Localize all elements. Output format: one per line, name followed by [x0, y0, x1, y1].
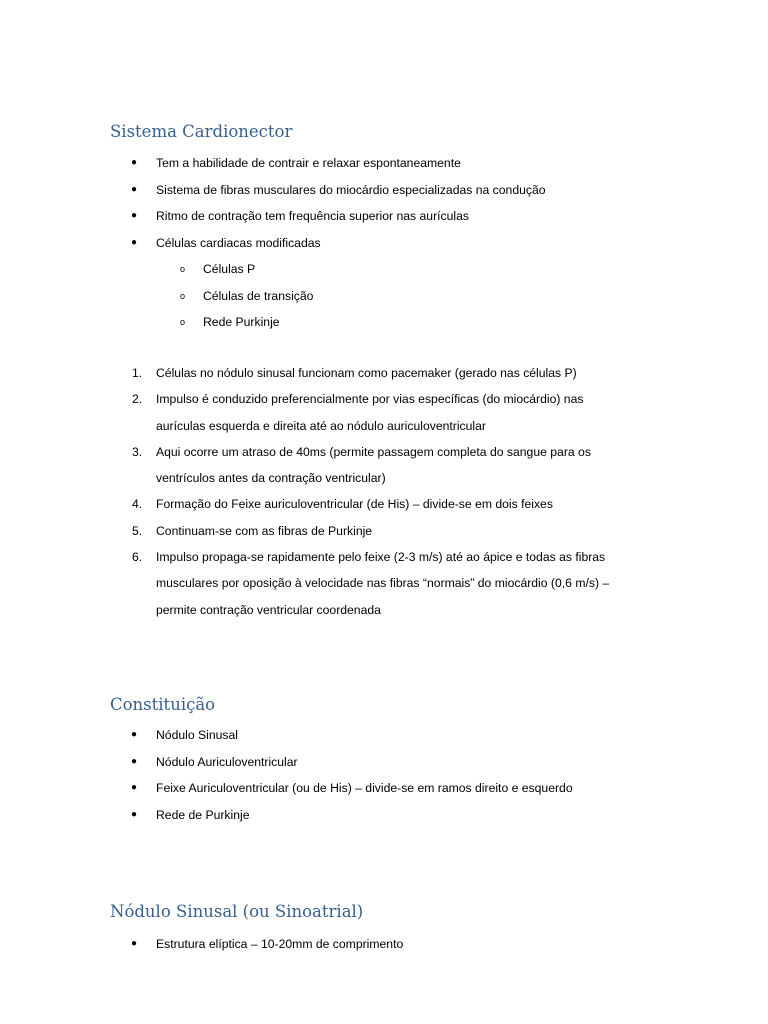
list-item-text: Ritmo de contração tem frequência superior nas aurículas: [156, 209, 469, 223]
list-number: 5.: [132, 523, 143, 538]
list-item-text: permite contração ventricular coordenada: [156, 602, 381, 617]
bullet-marker: ●: [131, 183, 138, 195]
sub-bullet-list-celulas: [0, 256, 313, 336]
bullet-marker: ●: [131, 755, 138, 767]
list-item-text: musculares por oposição à velocidade nas fibras “normais” do miocárdio (0,6 m/s) –: [156, 576, 610, 591]
list-item-text: Feixe Auriculoventricular (ou de His) – divide-se em ramos direito e esquerdo: [156, 781, 573, 795]
list-item: [0, 491, 609, 517]
bullet-list-constituicao: [0, 722, 573, 828]
list-item: [0, 177, 546, 204]
list-item-text: Sistema de fibras musculares do miocárdio especializadas na condução: [156, 182, 546, 197]
list-item-text: Formação do Feixe auriculoventricular (de His) – divide-se em dois feixes: [156, 497, 553, 512]
list-item: [0, 722, 573, 749]
list-item: [0, 544, 609, 623]
list-item: [0, 360, 609, 386]
list-item-text: Rede Purkinje: [203, 315, 280, 329]
numbered-list-sistema: [0, 360, 609, 623]
list-item: [0, 203, 546, 230]
list-number: 1.: [132, 366, 143, 380]
list-item-text: Continuam-se com as fibras de Purkinje: [156, 523, 373, 538]
sub-bullet-marker: o: [180, 264, 186, 274]
list-item-text: Células no nódulo sinusal funcionam como pacemaker (gerado nas células P): [156, 366, 577, 380]
list-item: [0, 749, 573, 776]
bullet-marker: ●: [131, 157, 138, 168]
list-item-text: aurículas esquerda e direita até ao nódulo auriculoventricular: [156, 418, 486, 433]
heading-sistema-cardionector: Sistema Cardionector: [110, 122, 293, 141]
list-number: 6.: [132, 550, 143, 565]
sub-bullet-marker: o: [180, 317, 186, 327]
bullet-list-sistema: [0, 150, 546, 256]
list-item-text: Nódulo Sinusal: [156, 728, 238, 742]
list-item-text: Estrutura elíptica – 10-20mm de comprimento: [156, 937, 404, 951]
heading-nodulo-sinusal: Nódulo Sinusal (ou Sinoatrial): [110, 902, 364, 921]
list-item: [0, 283, 313, 310]
bullet-marker: ●: [131, 236, 138, 248]
list-item-text: Impulso propaga-se rapidamente pelo feixe (2-3 m/s) até ao ápice e todas as fibras: [156, 550, 606, 565]
bullet-marker: ●: [131, 808, 138, 820]
bullet-marker: ●: [131, 782, 138, 793]
list-item-text: Tem a habilidade de contrair e relaxar espontaneamente: [156, 156, 461, 170]
list-item-text: Impulso é conduzido preferencialmente por vias específicas (do miocárdio) nas: [156, 392, 584, 407]
list-item-text: ventrículos antes da contração ventricular): [156, 471, 386, 486]
list-item-text: Aqui ocorre um atraso de 40ms (permite passagem completa do sangue para os: [156, 444, 591, 459]
sub-bullet-marker: o: [180, 290, 186, 301]
list-item-text: Células cardiacas modificadas: [156, 235, 321, 250]
bullet-list-nodulo: [0, 931, 403, 958]
list-item: [0, 518, 609, 544]
bullet-marker: ●: [131, 729, 138, 740]
bullet-marker: ●: [131, 938, 138, 949]
list-item: [0, 150, 546, 177]
list-item-text: Nódulo Auriculoventricular: [156, 754, 298, 769]
list-item: [0, 386, 609, 439]
list-number: 2.: [132, 392, 143, 407]
list-item-text: Células P: [203, 262, 256, 276]
list-number: 3.: [132, 444, 143, 459]
list-item: [0, 775, 573, 802]
list-number: 4.: [132, 497, 143, 512]
list-item: [0, 931, 403, 958]
list-item-text: Rede de Purkinje: [156, 807, 250, 822]
bullet-marker: ●: [131, 210, 138, 221]
list-item: [0, 439, 609, 492]
list-item: [0, 230, 546, 257]
list-item: [0, 256, 313, 283]
heading-constituicao: Constituição: [110, 695, 216, 714]
list-item: [0, 802, 573, 829]
list-item-text: Células de transição: [203, 288, 314, 303]
list-item: [0, 309, 313, 336]
